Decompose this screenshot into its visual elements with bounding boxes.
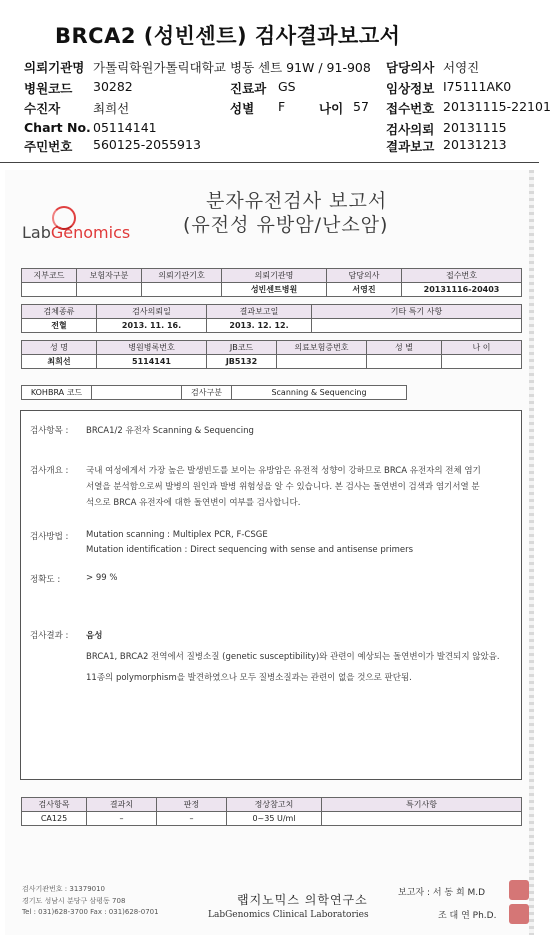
t1-header: 지부코드: [22, 269, 77, 283]
t2-cell: 2013. 11. 16.: [97, 319, 207, 333]
doctor-value: 서영진: [443, 60, 480, 75]
clinical-info-value: I75111AK0: [443, 79, 512, 94]
t4-cell: –: [157, 812, 227, 826]
t4-header: 특기사항: [322, 798, 522, 812]
department-label: 진료과: [230, 81, 267, 96]
t3-cell: [367, 355, 442, 369]
t3-cell: JB5132: [207, 355, 277, 369]
report-heading: 분자유전검사 보고서: [206, 190, 388, 212]
method-line: Mutation scanning : Multiplex PCR, F-CSGE: [86, 530, 268, 540]
report-date-label: 결과보고: [386, 139, 435, 154]
test-item-label: 검사항목 :: [30, 426, 69, 436]
t3-cell: [442, 355, 522, 369]
patient-label: 수진자: [24, 101, 61, 116]
t4-header: 판정: [157, 798, 227, 812]
scan-edge: [529, 170, 534, 935]
rrn-label: 주민번호: [24, 139, 73, 154]
hospital-code-label: 병원코드: [24, 81, 73, 96]
test-type-value: Scanning & Sequencing: [232, 386, 407, 400]
t4-cell: –: [87, 812, 157, 826]
accuracy-label: 정확도 :: [30, 575, 61, 585]
t1-header: 보험자구분: [77, 269, 142, 283]
t3-cell: 5114141: [97, 355, 207, 369]
method-line: Mutation identification : Direct sequencing with sense and antisense primers: [86, 545, 414, 555]
ward-value: 센트 91W / 91-908: [258, 60, 371, 75]
t1-cell: 성빈센트병원: [222, 283, 327, 297]
age-value: 57: [353, 99, 369, 114]
reporter-2: 조 대 연 Ph.D.: [438, 911, 497, 921]
kohbra-value: [92, 386, 182, 400]
report-title: BRCA2 (성빈센트) 검사결과보고서: [55, 24, 401, 48]
lab-name-english: LabGenomics Clinical Laboratories: [208, 910, 369, 920]
doctor-label: 담당의사: [386, 60, 435, 75]
t2-cell: 2013. 12. 12.: [207, 319, 312, 333]
info-table-1: [21, 268, 522, 297]
seal-stamp-icon: [509, 904, 529, 924]
org-value: 가톨릭학원가톨릭대학교: [93, 60, 226, 75]
overview-line: 국내 여성에게서 가장 높은 발생빈도를 보이는 유방암은 유전적 성향이 강하므로 BRCA 유전자의 전체 염기: [86, 466, 481, 476]
footer-address: 경기도 성남시 분당구 삼평동 708: [22, 897, 126, 905]
t4-cell: CA125: [22, 812, 87, 826]
t3-header: 성 별: [367, 341, 442, 355]
t1-cell: [77, 283, 142, 297]
t3-cell: 최희선: [22, 355, 97, 369]
t1-header: 의뢰기관명: [222, 269, 327, 283]
info-table-2: [21, 304, 522, 333]
accuracy-value: > 99 %: [86, 573, 118, 583]
report-date-value: 20131213: [443, 137, 507, 152]
department-value: GS: [278, 79, 296, 94]
receipt-value: 20131115-22101: [443, 99, 551, 114]
test-type-label: 검사구분: [182, 386, 232, 400]
reporter-1: 보고자 : 서 동 희 M.D: [398, 888, 486, 898]
hospital-code-value: 30282: [93, 79, 133, 94]
t3-header: JB코드: [207, 341, 277, 355]
t1-cell: [22, 283, 77, 297]
t3-cell: [277, 355, 367, 369]
test-item-value: BRCA1/2 유전자 Scanning & Sequencing: [86, 426, 254, 436]
t2-header: 검체종류: [22, 305, 97, 319]
chart-no-value: 05114141: [93, 120, 157, 135]
t4-header: 결과치: [87, 798, 157, 812]
request-date-value: 20131115: [443, 120, 507, 135]
result-value: 음성: [86, 631, 103, 641]
method-label: 검사방법 :: [30, 532, 69, 542]
t2-cell: [312, 319, 522, 333]
footer-tel: Tel : 031)628-3700 Fax : 031)628-0701: [22, 908, 159, 916]
sex-value: F: [278, 99, 286, 114]
seal-stamp-icon: [509, 880, 529, 900]
t3-header: 의료보험증번호: [277, 341, 367, 355]
t4-cell: [322, 812, 522, 826]
clinical-info-label: 임상정보: [386, 81, 435, 96]
receipt-label: 접수번호: [386, 101, 435, 116]
overview-line: 석으로 BRCA 유전자에 대한 돌연변이 여부를 검사합니다.: [86, 498, 301, 508]
result-line: 11종의 polymorphism을 발견하였으나 모두 질병소질과는 관련이 없을 것으로 판단됨.: [86, 673, 412, 683]
t1-header: 담당의사: [327, 269, 402, 283]
t1-cell: 20131116-20403: [402, 283, 522, 297]
t2-header: 기타 특기 사항: [312, 305, 522, 319]
lab-name-korean: 랩지노믹스 의학연구소: [237, 893, 368, 907]
t1-header: 접수번호: [402, 269, 522, 283]
age-label: 나이: [319, 101, 344, 116]
t3-header: 성 명: [22, 341, 97, 355]
t1-header: 의뢰기관기호: [142, 269, 222, 283]
t3-header: 병원병록번호: [97, 341, 207, 355]
overview-label: 검사개요 :: [30, 466, 69, 476]
org-label: 의뢰기관명: [24, 60, 85, 75]
t4-header: 정상참고치: [227, 798, 322, 812]
chart-no-label: Chart No.: [24, 120, 91, 135]
ward-label: 병동: [230, 60, 255, 75]
overview-line: 서열을 분석함으로써 발병의 원인과 발병 위험성을 알 수 있습니다. 본 검사는 돌연변이 검색과 염기서열 분: [86, 482, 480, 492]
t3-header: 나 이: [442, 341, 522, 355]
logo-lab-text: Lab: [22, 223, 51, 242]
marker-table: [21, 797, 522, 826]
request-date-label: 검사의뢰: [386, 122, 435, 137]
kohbra-table: [21, 385, 407, 400]
result-label: 검사결과 :: [30, 631, 69, 641]
info-table-3: [21, 340, 522, 369]
rrn-value: 560125-2055913: [93, 137, 201, 152]
t4-cell: 0~35 U/ml: [227, 812, 322, 826]
sex-label: 성별: [230, 101, 255, 116]
kohbra-label: KOHBRA 코드: [22, 386, 92, 400]
logo-genomics-text: Genomics: [50, 223, 131, 242]
report-subheading: (유전성 유방암/난소암): [183, 214, 389, 236]
header-divider: [0, 162, 539, 163]
t1-cell: 서영진: [327, 283, 402, 297]
t2-header: 결과보고일: [207, 305, 312, 319]
t2-header: 검사의뢰일: [97, 305, 207, 319]
t2-cell: 전혈: [22, 319, 97, 333]
result-line: BRCA1, BRCA2 전역에서 질병소질 (genetic susceptibility)와 관련이 예상되는 돌연변이가 발견되지 않았음.: [86, 652, 500, 662]
labgenomics-logo: [22, 223, 130, 242]
t1-cell: [142, 283, 222, 297]
footer-reg-no: 검사기관번호 : 31379010: [22, 885, 106, 893]
patient-value: 최희선: [93, 101, 130, 116]
t4-header: 검사항목: [22, 798, 87, 812]
